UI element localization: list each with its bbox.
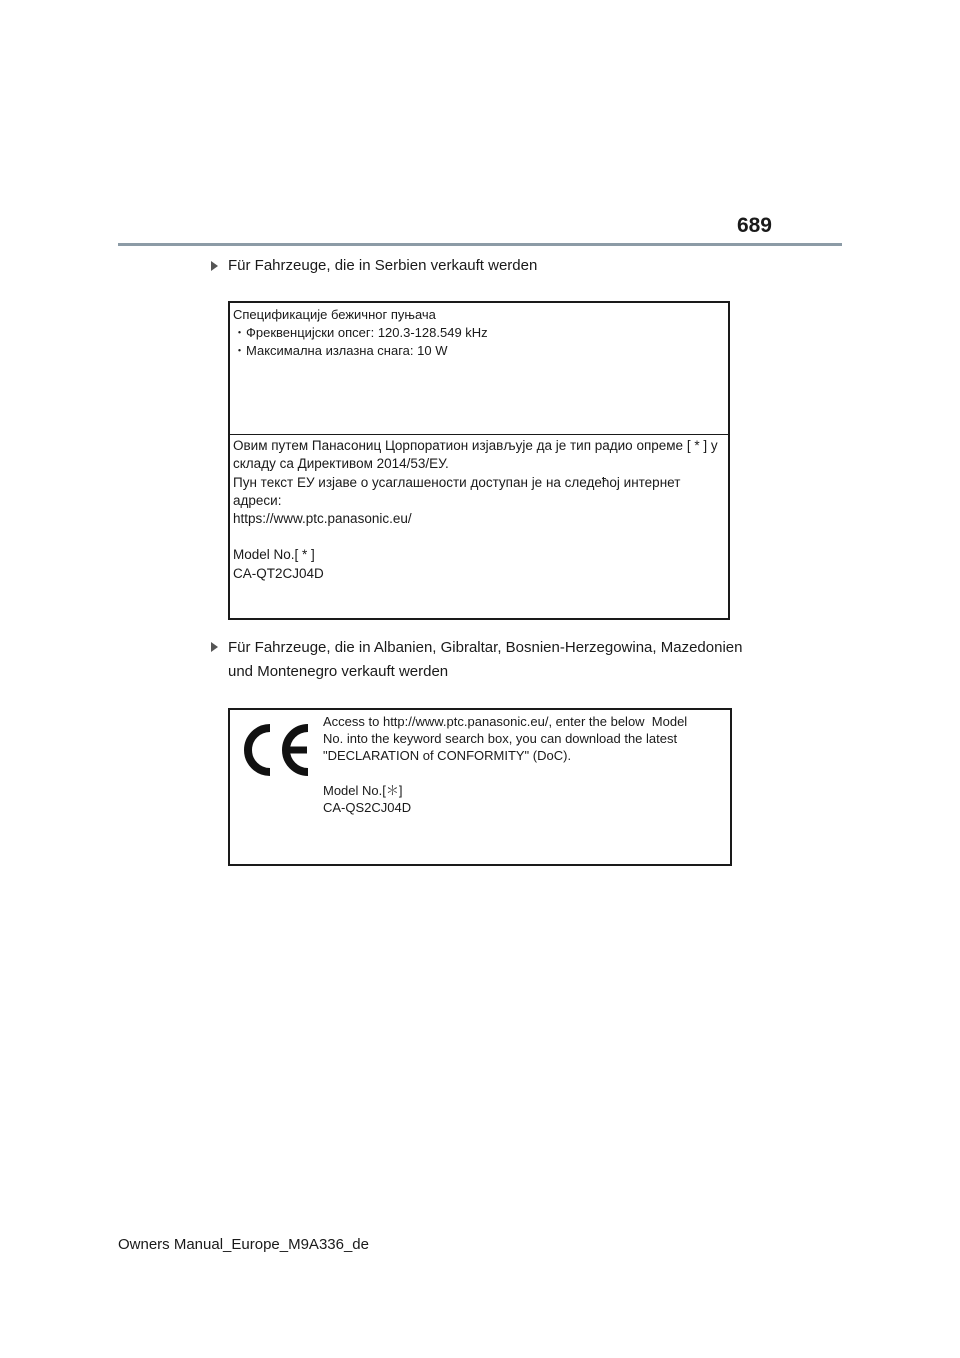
model-number-value: CA-QS2CJ04D xyxy=(323,800,412,815)
serbia-declaration-section xyxy=(230,435,728,583)
declaration-line: Пун текст ЕУ изјаве о усаглашености доступан је на следећој интернет xyxy=(233,474,681,490)
serbia-label-box xyxy=(228,301,730,620)
spec-line: ・Максимална излазна снага: 10 W xyxy=(233,343,448,358)
model-number-label: Model No.[＊] xyxy=(323,783,403,798)
page-number: 689 xyxy=(736,214,772,237)
bullet-balkans xyxy=(211,636,748,684)
declaration-line: адреси: xyxy=(233,492,282,508)
balkans-text-block xyxy=(323,713,723,816)
doc-blank-line xyxy=(323,764,723,782)
doc-line: Access to http://www.ptc.panasonic.eu/, enter the below Model xyxy=(323,714,688,729)
bullet-arrow-icon xyxy=(211,261,218,271)
bullet-balkans-text: Für Fahrzeuge, die in Albanien, Gibraltar, Bosnien-Herzegowina, Mazedonien und Montenegro verkauft werden xyxy=(228,639,743,680)
spec-line: ・Фреквенцијски опсег: 120.3-128.549 kHz xyxy=(233,325,488,340)
declaration-blank-line xyxy=(233,528,725,546)
declaration-line: Овим путем Панасониц Цорпоратион изјављује да је тип радио опреме [ * ] у xyxy=(233,438,718,453)
declaration-url: https://www.ptc.panasonic.eu/ xyxy=(233,511,412,527)
model-number-value: CA-QT2CJ04D xyxy=(233,565,324,581)
spec-line: Спецификације бежичног пуњача xyxy=(233,307,436,322)
bullet-serbia-text: Für Fahrzeuge, die in Serbien verkauft werden xyxy=(228,257,538,274)
serbia-spec-section xyxy=(230,303,728,435)
declaration-line: складу са Директивом 2014/53/ЕУ. xyxy=(233,456,449,472)
balkans-label-box xyxy=(228,708,732,866)
page-footer: Owners Manual_Europe_M9A336_de xyxy=(118,1236,369,1253)
doc-line: "DECLARATION of CONFORMITY" (DoC). xyxy=(323,748,572,763)
bullet-serbia xyxy=(211,255,748,277)
header-rule xyxy=(118,243,842,246)
doc-line: No. into the keyword search box, you can download the latest xyxy=(323,731,678,746)
ce-mark-icon xyxy=(235,720,315,780)
model-number-label: Model No.[ * ] xyxy=(233,547,315,563)
bullet-arrow-icon xyxy=(211,642,218,652)
